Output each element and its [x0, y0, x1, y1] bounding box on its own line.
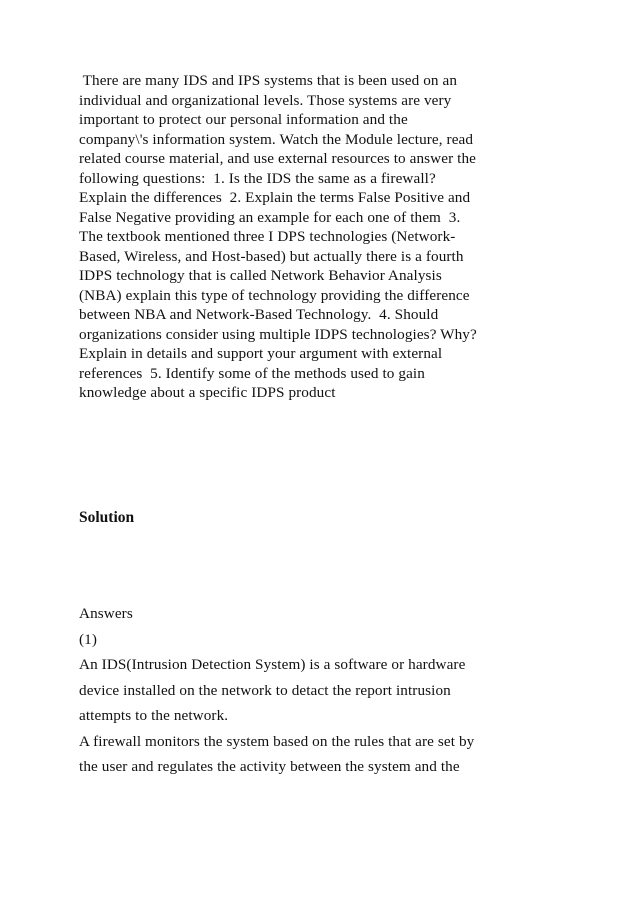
answers-section	[79, 601, 569, 780]
question-line: knowledge about a specific IDPS product	[79, 384, 336, 401]
question-line: The textbook mentioned three I DPS technologies (Network-	[79, 228, 456, 245]
question-line: Explain in details and support your argument with external	[79, 345, 443, 362]
question-line: (NBA) explain this type of technology providing the difference	[79, 286, 470, 304]
answer-line: the user and regulates the activity between the system and the	[79, 758, 460, 775]
question-line: False Negative providing an example for each one of them 3.	[79, 208, 461, 226]
question-line: references 5. Identify some of the methods used to gain	[79, 364, 425, 382]
question-paragraph	[79, 71, 565, 403]
question-line: company\'s information system. Watch the Module lecture, read	[79, 130, 474, 148]
question-line: Based, Wireless, and Host-based) but actually there is a fourth	[79, 247, 464, 265]
question-line: important to protect our personal information and the	[79, 111, 408, 128]
question-line: related course material, and use external resources to answer the	[79, 150, 476, 167]
answer-line: device installed on the network to detact the report intrusion	[79, 681, 451, 699]
solution-heading: Solution	[79, 509, 135, 526]
question-line: Explain the differences 2. Explain the terms False Positive and	[79, 189, 471, 206]
answers-title: Answers	[79, 605, 133, 622]
answer-number: (1)	[79, 630, 98, 648]
question-line: organizations consider using multiple IDPS technologies? Why?	[79, 325, 477, 343]
question-line: between NBA and Network-Based Technology. 4. Should	[79, 306, 439, 323]
question-line: following questions: 1. Is the IDS the same as a firewall?	[79, 169, 436, 187]
question-line: individual and organizational levels. Those systems are very	[79, 91, 452, 109]
question-line: IDPS technology that is called Network Behavior Analysis	[79, 267, 442, 284]
answer-line: A firewall monitors the system based on the rules that are set by	[79, 732, 475, 750]
answer-line: attempts to the network.	[79, 707, 229, 724]
question-line: There are many IDS and IPS systems that is been used on an	[79, 72, 458, 89]
answer-line: An IDS(Intrusion Detection System) is a software or hardware	[79, 656, 466, 673]
